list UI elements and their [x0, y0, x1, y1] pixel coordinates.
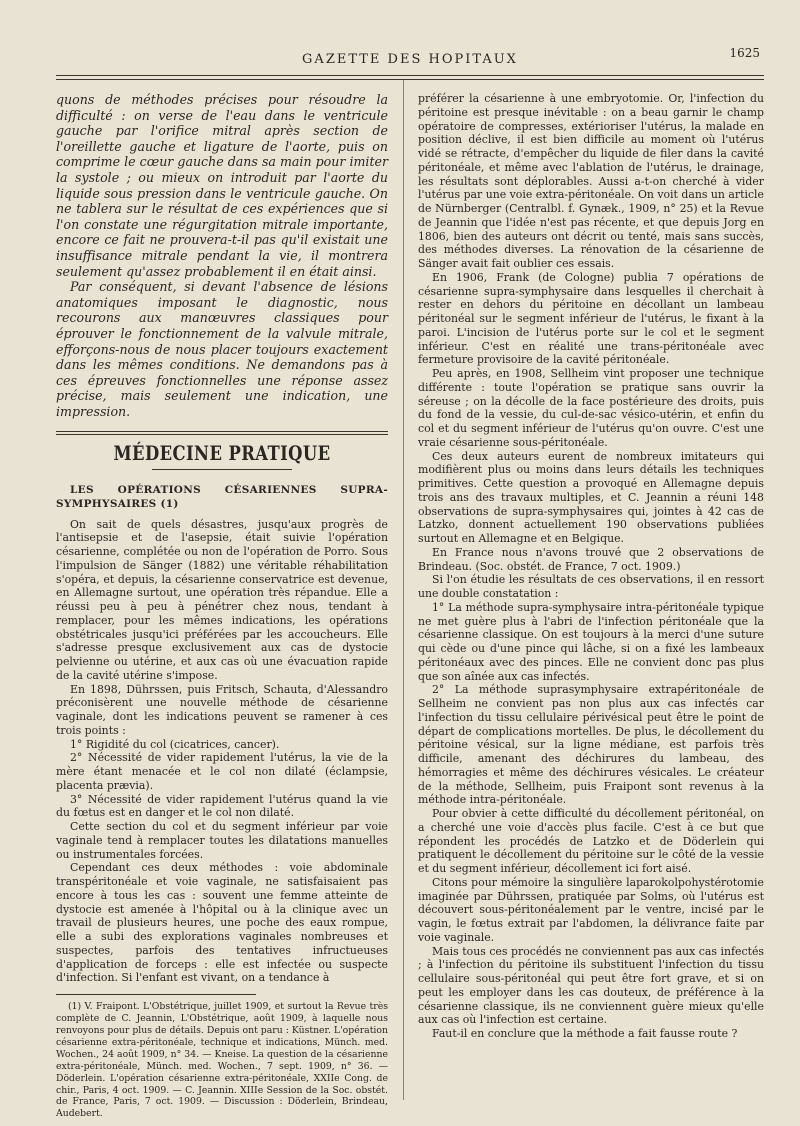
body-paragraph: Pour obvier à cette difficulté du décollement péritonéal, on a cherché une voie d'accès plus facile. C'est à ce but que répondent les procédés de Latzko et de Döderlein qui pratiquent le décollement du péritoine sur le côté de la vessie et du segment inférieur, décollement ici fort aisé.	[418, 807, 764, 875]
body-paragraph: Peu après, en 1908, Sellheim vint proposer une technique différente : toute l'opération se pratique sans ouvrir la séreuse ; on la décolle de la face postérieure des droits, puis du fond de la vessie, du cul-de-sac vésico-utérin, et enfin du col et du segment inférieur de l'utérus qu'on ouvre. C'est une vraie césarienne sous-péritonéale.	[418, 367, 764, 449]
body-paragraph: En France nous n'avons trouvé que 2 observations de Brindeau. (Soc. obstét. de France, 7 oct. 1909.)	[418, 545, 764, 573]
column-divider	[403, 80, 404, 1100]
body-paragraph: Cependant ces deux méthodes : voie abdominale transpéritonéale et voie vaginale, ne satisfaisaient pas encore à tous les cas : souvent une femme atteinte de dystocie est amenée à l'hôpital ou à la clinique avec un travail de plusieurs heures, une poche des eaux rompue, elle a subi des explorations vaginales nombreuses et suspectes, parfois des tentatives infructueuses d'application de forceps : elle est infectée ou suspecte d'infection. Si l'enfant est vivant, on a tendance à	[56, 861, 388, 985]
page-header	[60, 44, 760, 74]
intro-text	[56, 92, 388, 419]
body-paragraph: Faut-il en conclure que la méthode a fait fausse route ?	[432, 1027, 738, 1040]
header-rule	[56, 75, 764, 76]
right-column	[418, 92, 764, 1041]
body-paragraph: Cette section du col et du segment inférieur par voie vaginale tend à remplacer toutes les dilatations manuelles ou instrumentales forcées.	[56, 820, 388, 861]
journal-title: GAZETTE DES HOPITAUX	[302, 52, 518, 67]
article-subtitle: LES OPÉRATIONS CÉSARIENNES SUPRA-SYMPHYSAIRES (1)	[56, 484, 388, 510]
body-paragraph: En 1898, Dührssen, puis Fritsch, Schauta, d'Alessandro préconisèrent une nouvelle méthode de césarienne vaginale, dont les indications peuvent se ramener à ces trois points :	[56, 682, 388, 737]
body-paragraph: Si l'on étudie les résultats de ces observations, il en ressort une double constatation :	[418, 573, 764, 600]
list-item: 1° Rigidité du col (cicatrices, cancer).	[70, 737, 280, 751]
left-column	[56, 92, 388, 1120]
body-paragraph: Mais tous ces procédés ne conviennent pas aux cas infectés ; à l'infection du péritoine ils substituent l'infection du tissu cellulaire sous-péritonéal qui peut être fort grave, et si on peut les employer dans les cas douteux, de préférence à la césarienne classique, ils ne conviennent guère mieux qu'elle aux cas où l'infection est certaine.	[418, 944, 764, 1027]
body-paragraph: En 1906, Frank (de Cologne) publia 7 opérations de césarienne supra-symphysaire dans lesquelles il cherchait à rester en dehors du péritoine en décollant un lambeau péritonéal sur le segment inférieur de l'utérus, le fixant à la paroi. L'incision de l'utérus porte sur le col et le segment inférieur. C'est en réalité une trans-péritonéale avec fermeture provisoire de la cavité péritonéale.	[418, 270, 764, 367]
list-item: 2° La méthode suprasymphysaire extrapéritonéale de Sellheim ne convient pas non plus aux cas infectés car l'infection du tissu cellulaire périvésical peut être le point de départ de complications mortelles. De plus, le décollement du péritoine vésical, sur la ligne médiane, est parfois très difficile, amenant des déchirures du lambeau, des hémorragies et même des déchirures vésicales. Le créateur de la méthode, Sellheim, puis Fraipont sont revenus à la méthode intra-péritonéale.	[418, 683, 764, 807]
body-paragraph: Citons pour mémoire la singulière laparokolpohystérotomie imaginée par Dührssen, pratiquée par Solms, où l'utérus est découvert sous-péritonéalement par le ventre, incisé par le vagin, le fœtus extrait par l'abdomen, la délivrance faite par voie vaginale.	[418, 875, 764, 944]
body-paragraph: Ces deux auteurs eurent de nombreux imitateurs qui modifièrent plus ou moins dans leurs détails les techniques primitives. Cette question a provoqué en Allemagne depuis trois ans des travaux multiples, et C. Jeannin a réuni 148 observations de supra-symphysaires qui, jointes à 42 cas de Latzko, donnent actuellement 190 observations publiées surtout en Allemagne et en Belgique.	[418, 449, 764, 545]
conclusion-paragraph: Par conséquent, si devant l'absence de lésions anatomiques imposant le diagnostic, nous recourons aux manœuvres classiques pour éprouver le fonctionnement de la valvule mitrale, efforçons-nous de nous placer toujours exactement dans les mêmes conditions. Ne demandons pas à ces épreuves fonctionnelles une réponse assez précise, mais seulement une indication, une impression.	[56, 279, 388, 419]
body-paragraph: On sait de quels désastres, jusqu'aux progrès de l'antisepsie et de l'asepsie, était suivie l'opération césarienne, complétée ou non de l'opération de Porro. Sous l'impulsion de Sänger (1882) une véritable réhabilitation s'opéra, et depuis, la césarienne conservatrice est devenue, en Allemagne surtout, une opération très répandue. Elle a réussi peu à peu à pénétrer chez nous, tendant à remplacer, pour les mêmes indications, les opérations obstétricales jusqu'ici préférées par les accoucheurs. Elle s'adresse presque exclusivement aux cas de dystocie pelvienne ou utérine, et aux cas où une évacuation rapide de la cavité utérine s'impose.	[56, 517, 388, 682]
list-item: 1° La méthode supra-symphysaire intra-péritonéale typique ne met guère plus à l'abri de l'infection péritonéale que la césarienne classique. On est toujours à la merci d'une suture qui cède ou d'une pince qui lâche, si on a fixé les lambeaux péritonéaux avec des pinces. Elle ne convient donc pas plus que son aînée aux cas infectés.	[418, 600, 764, 683]
intro-paragraph: quons de méthodes précises pour résoudre la difficulté : on verse de l'eau dans le ventricule gauche par l'orifice mitral après section de l'oreillette gauche et ligature de l'aorte, puis on comprime le cœur gauche dans sa main pour imiter la systole ; ou mieux on introduit par l'aorte du liquide sous pression dans le ventricule gauche. On ne tablera sur le résultat de ces expériences que si l'on constate une régurgitation mitrale importante, encore ce fait ne prouvera-t-il pas qu'il existait une insuffisance mitrale pendant la vie, il montrera seulement qu'assez probablement il en était ainsi.	[56, 92, 388, 279]
list-item: 2° Nécessité de vider rapidement l'utérus, la vie de la mère étant menacée et le col non dilaté (éclampsie, placenta prævia).	[56, 751, 388, 792]
header-rule-second	[56, 79, 764, 80]
body-paragraph: préférer la césarienne à une embryotomie. Or, l'infection du péritoine est presque inévitable : on a beau garnir le champ opératoire de compresses, extérioriser l'utérus, la malade en position déclive, il est bien difficile au moment où l'utérus vidé se rétracte, d'empêcher du liquide de filer dans la cavité péritonéale, et même avec l'ablation de l'utérus, le drainage, les résultats sont déplorables. Aussi a-t-on cherché à vider l'utérus par une voie extra-péritonéale. On voit dans un article de Nürnberger (Centralbl. f. Gynæk., 1909, n° 25) et la Revue de Jeannin que l'idée n'est pas récente, et que depuis Jorg en 1806, bien des auteurs ont décrit ou tenté, mais sans succès, des méthodes diverses. La rénovation de la césarienne de Sänger avait fait oublier ces essais.	[418, 92, 764, 270]
footnote-text: (1) V. Fraipont. L'Obstétrique, juillet 1909, et surtout la Revue très complète de C. Jeannin, L'Obstétrique, août 1909, à laquelle nous renvoyons pour plus de détails. Depuis ont paru : Küstner. L'opération césarienne extra-péritonéale, technique et indications, Münch. med. Wochen., 24 août 1909, n° 34. — Kneise. La question de la césarienne extra-péritonéale, Münch. med. Wochen., 7 sept. 1909, n° 36. — Döderlein. L'opération césarienne extra-péritonéale, XXIIe Cong. de chir., Paris, 4 oct. 1909. — C. Jeannin. XIIIe Session de la Soc. obstét. de France, Paris, 7 oct. 1909. — Discussion : Döderlein, Brindeau, Audebert.	[56, 1001, 388, 1120]
page-number: 1625	[729, 46, 760, 60]
footnote	[56, 1001, 388, 1120]
section-title: MÉDECINE PRATIQUE	[113, 441, 331, 466]
list-item: 3° Nécessité de vider rapidement l'utérus quand la vie du fœtus est en danger et le col non dilaté.	[56, 792, 388, 820]
